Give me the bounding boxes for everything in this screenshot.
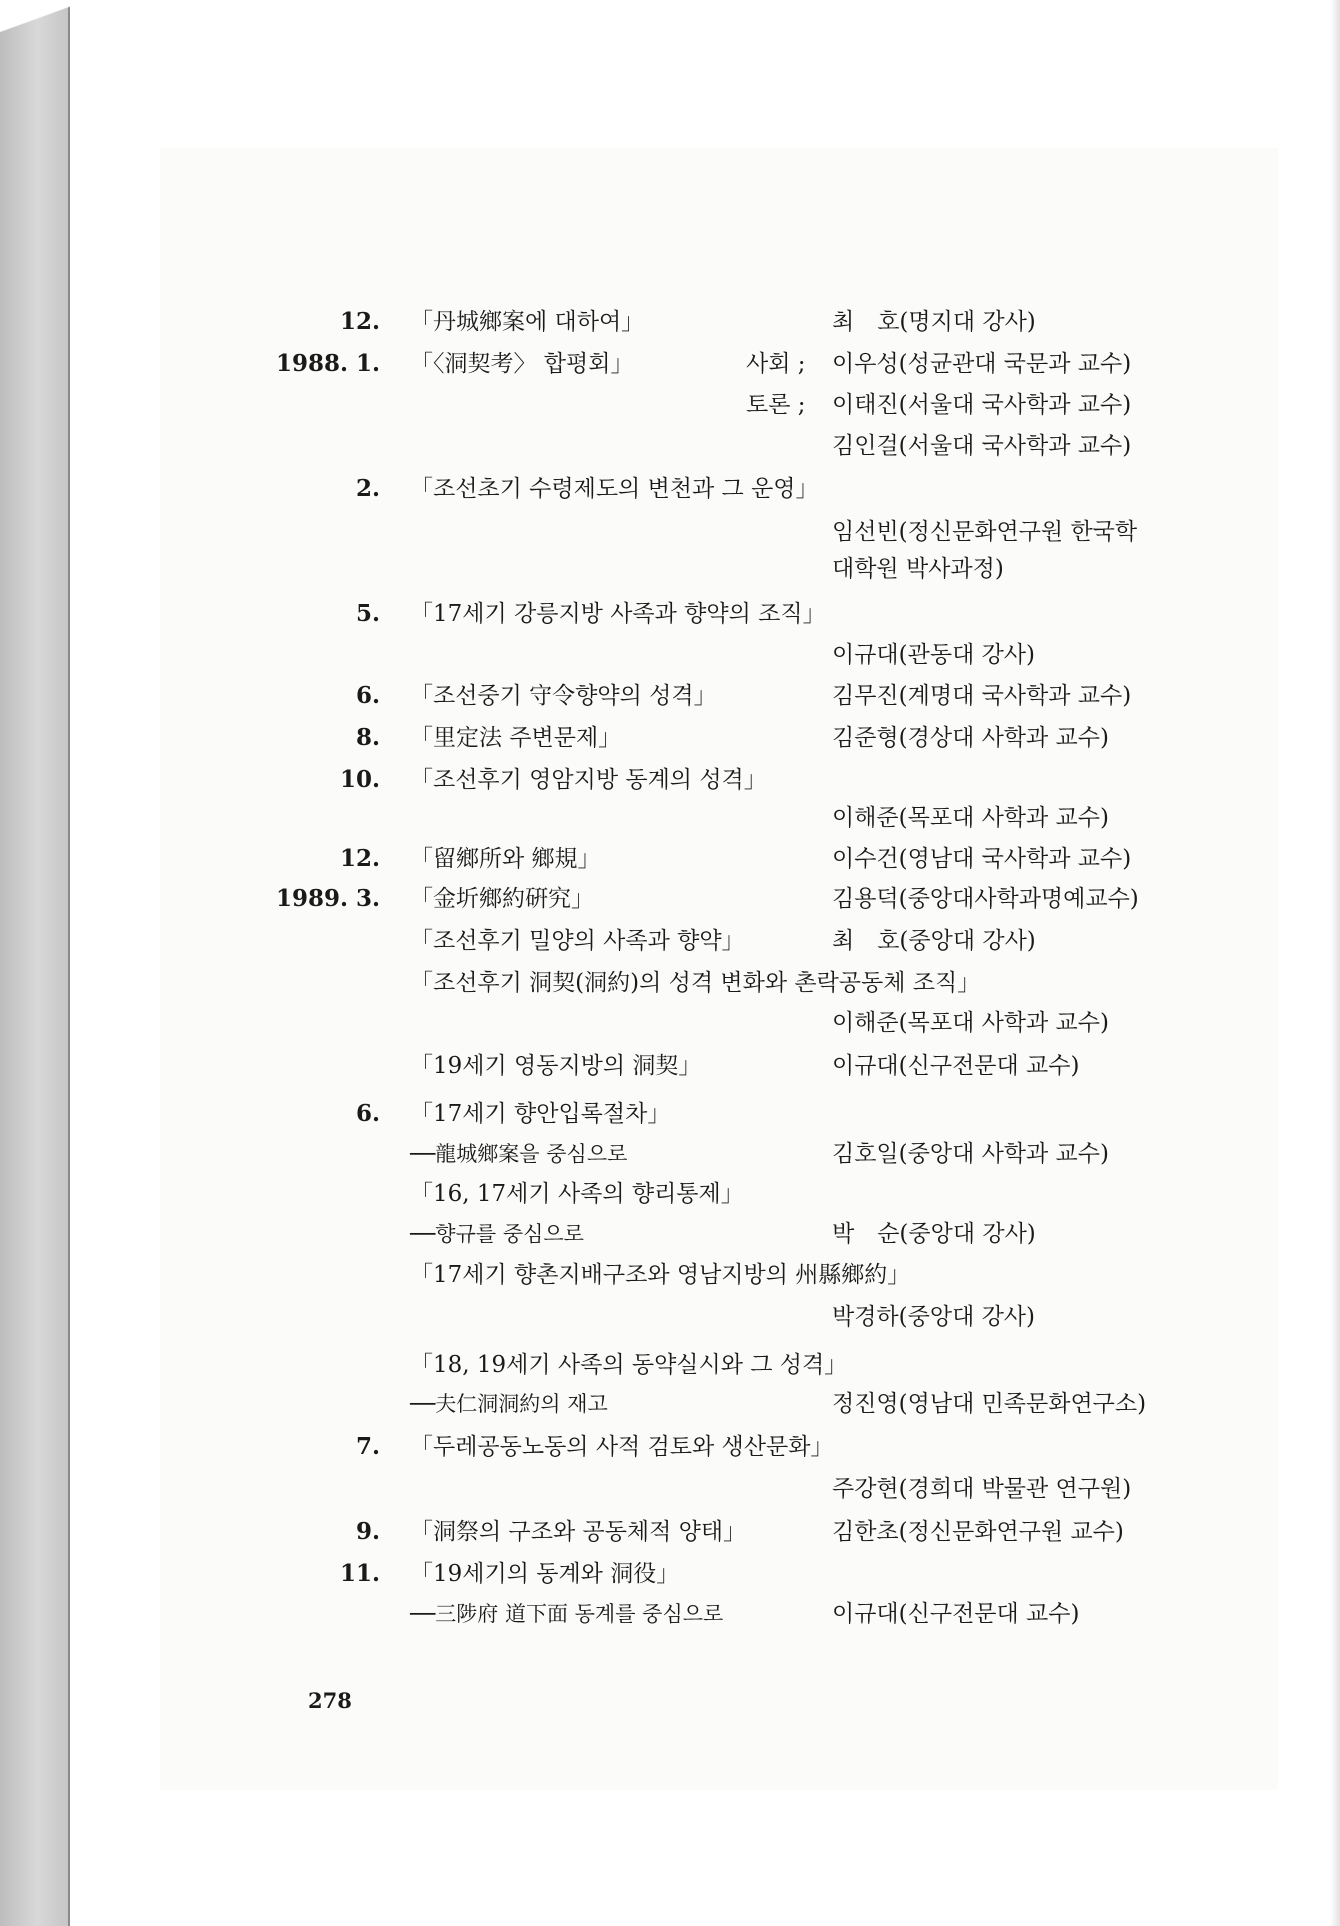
session-month: 6. <box>355 682 380 709</box>
session-month: 5. <box>355 600 380 627</box>
schedule-row <box>0 1555 1340 1593</box>
schedule-row <box>0 1215 1340 1253</box>
presenter-affiliation: 최 호(명지대 강사) <box>832 309 1036 335</box>
session-month: 2. <box>355 475 380 502</box>
schedule-row <box>0 386 1340 424</box>
session-role: 토론 ; <box>746 392 806 418</box>
schedule-row <box>0 1595 1340 1633</box>
paper-subtitle: ──夫仁洞洞約의 재고 <box>410 1392 608 1416</box>
presenter-affiliation: 주강현(경희대 박물관 연구원) <box>832 1476 1132 1502</box>
presenter-affiliation: 김준형(경상대 사학과 교수) <box>832 725 1109 751</box>
presenter-affiliation: 이규대(신구전문대 교수) <box>832 1053 1080 1079</box>
session-month: 10. <box>339 766 380 793</box>
schedule-row <box>0 1004 1340 1042</box>
schedule-row <box>0 470 1340 508</box>
schedule-row <box>0 677 1340 715</box>
schedule-row <box>0 1385 1340 1423</box>
presenter-affiliation: 이해준(목포대 사학과 교수) <box>832 805 1109 831</box>
paper-title: 「19세기 영동지방의 洞契」 <box>410 1053 702 1079</box>
schedule-row <box>0 1428 1340 1466</box>
paper-title: 「두레공동노동의 사적 검토와 생산문화」 <box>410 1434 834 1460</box>
session-month: 3. <box>355 885 380 912</box>
presenter-affiliation: 이규대(신구전문대 교수) <box>832 1601 1080 1627</box>
session-year: 1989. <box>275 885 348 912</box>
session-month: 1. <box>355 350 380 377</box>
paper-title: 「조선초기 수령제도의 변천과 그 운영」 <box>410 476 819 502</box>
paper-title: 「18, 19세기 사족의 동약실시와 그 성격」 <box>410 1352 848 1378</box>
presenter-affiliation: 김한초(정신문화연구원 교수) <box>832 1519 1124 1545</box>
presenter-affiliation: 이수건(영남대 국사학과 교수) <box>832 846 1132 872</box>
presenter-affiliation: 김인걸(서울대 국사학과 교수) <box>832 433 1132 459</box>
page-edge <box>1330 0 1340 1926</box>
schedule-row <box>0 513 1340 551</box>
paper-title: 「조선후기 영암지방 동계의 성격」 <box>410 767 767 793</box>
paper-title: 「留鄉所와 鄉規」 <box>410 846 601 872</box>
presenter-affiliation: 김무진(계명대 국사학과 교수) <box>832 683 1132 709</box>
session-year: 1988. <box>275 350 348 377</box>
schedule-row <box>0 1175 1340 1213</box>
paper-title: 「里定法 주변문제」 <box>410 725 622 751</box>
presenter-affiliation: 임선빈(정신문화연구원 한국학 <box>832 519 1138 545</box>
schedule-row <box>0 761 1340 799</box>
session-month: 7. <box>355 1433 380 1460</box>
presenter-affiliation: 정진영(영남대 민족문화연구소) <box>832 1391 1147 1417</box>
schedule-row <box>0 1346 1340 1384</box>
session-month: 6. <box>355 1100 380 1127</box>
paper-title: 「洞祭의 구조와 공동체적 양태」 <box>410 1519 747 1545</box>
presenter-affiliation: 이태진(서울대 국사학과 교수) <box>832 392 1132 418</box>
schedule-row <box>0 880 1340 918</box>
paper-title: 「조선후기 밀양의 사족과 향약」 <box>410 928 745 954</box>
page-number: 278 <box>308 1688 352 1713</box>
schedule-row <box>0 427 1340 465</box>
spine-corner <box>0 0 70 40</box>
paper-title: 「丹城鄉案에 대하여」 <box>410 309 645 335</box>
schedule-row <box>0 595 1340 633</box>
schedule-row <box>0 1256 1340 1294</box>
paper-title: 「16, 17세기 사족의 향리통제」 <box>410 1181 744 1207</box>
presenter-affiliation: 박경하(중앙대 강사) <box>832 1304 1036 1330</box>
paper-title: 「金圻鄉約硏究」 <box>410 886 594 912</box>
session-month: 11. <box>339 1560 380 1587</box>
schedule-row <box>0 799 1340 837</box>
paper-title: 「조선중기 守令향약의 성격」 <box>410 683 717 709</box>
schedule-row <box>0 719 1340 757</box>
paper-title: 「19세기의 동계와 洞役」 <box>410 1561 680 1587</box>
session-month: 12. <box>339 845 380 872</box>
schedule-row <box>0 636 1340 674</box>
book-spine <box>0 0 70 1926</box>
session-month: 12. <box>339 308 380 335</box>
presenter-affiliation: 대학원 박사과정) <box>832 556 1004 582</box>
schedule-row <box>0 922 1340 960</box>
paper-title: 「조선후기 洞契(洞約)의 성격 변화와 촌락공동체 조직」 <box>410 970 981 996</box>
session-role: 사회 ; <box>746 351 806 377</box>
paper-title: 「17세기 향안입록절차」 <box>410 1101 671 1127</box>
paper-title: 「17세기 강릉지방 사족과 향약의 조직」 <box>410 601 826 627</box>
presenter-affiliation: 이규대(관동대 강사) <box>832 642 1036 668</box>
schedule-row <box>0 345 1340 383</box>
schedule-row <box>0 550 1340 588</box>
schedule-row <box>0 1470 1340 1508</box>
paper-title: 「〈洞契考〉 합평회」 <box>410 351 634 377</box>
schedule-row <box>0 964 1340 1002</box>
schedule-row <box>0 1135 1340 1173</box>
presenter-affiliation: 김호일(중앙대 사학과 교수) <box>832 1141 1109 1167</box>
paper-subtitle: ──三陟府 道下面 동계를 중심으로 <box>410 1602 724 1626</box>
presenter-affiliation: 김용덕(중앙대사학과명예교수) <box>832 886 1139 912</box>
presenter-affiliation: 이우성(성균관대 국문과 교수) <box>832 351 1132 377</box>
presenter-affiliation: 박 순(중앙대 강사) <box>832 1221 1036 1247</box>
schedule-row <box>0 1513 1340 1551</box>
paper-title: 「17세기 향촌지배구조와 영남지방의 州縣鄉約」 <box>410 1262 911 1288</box>
schedule-row <box>0 1095 1340 1133</box>
session-month: 9. <box>355 1518 380 1545</box>
presenter-affiliation: 최 호(중앙대 강사) <box>832 928 1036 954</box>
session-month: 8. <box>355 724 380 751</box>
presenter-affiliation: 이해준(목포대 사학과 교수) <box>832 1010 1109 1036</box>
paper-subtitle: ──龍城鄉案을 중심으로 <box>410 1142 628 1166</box>
schedule-row <box>0 1298 1340 1336</box>
schedule-row <box>0 840 1340 878</box>
schedule-row <box>0 303 1340 341</box>
schedule-row <box>0 1047 1340 1085</box>
paper-subtitle: ──향규를 중심으로 <box>410 1222 584 1246</box>
